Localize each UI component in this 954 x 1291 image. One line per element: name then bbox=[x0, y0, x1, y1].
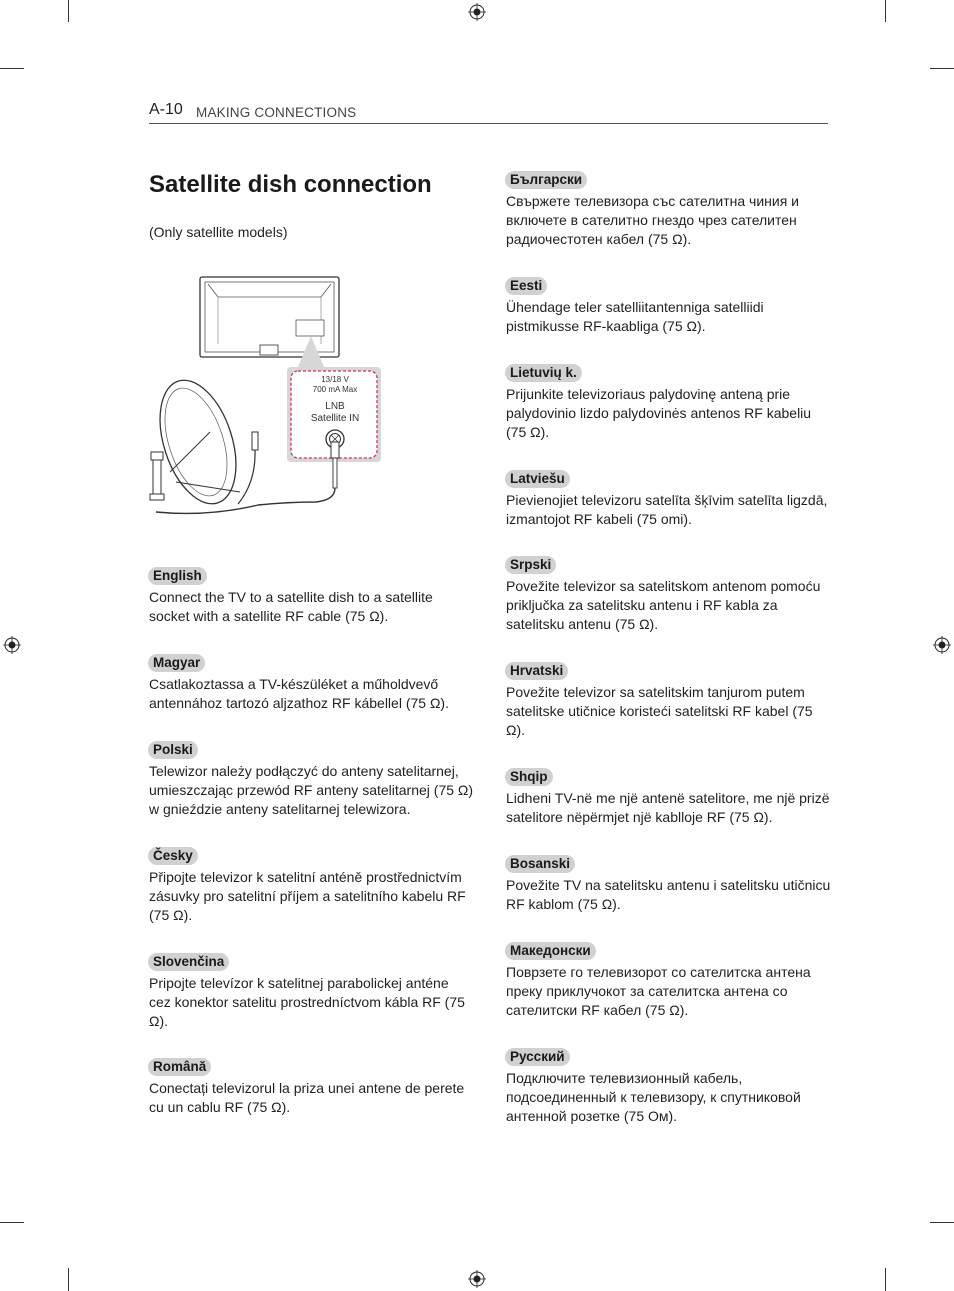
lang-text: Povežite televizor sa satelitskom antenom pomoću priključka za satelitsku antenu i RF kabla za satelitsku antenu (75 Ω). bbox=[506, 578, 821, 632]
tv-back-illustration bbox=[200, 277, 339, 357]
lang-text: Поврзете го телевизорот со сателитска антена преку приклучокот за сателитска антена со сателитски RF кабел (75 Ω). bbox=[506, 964, 811, 1018]
port-satellite-in-label: Satellite IN bbox=[310, 413, 360, 424]
lang-text: Csatlakoztassa a TV-készüléket a műholdvevő antennához tartozó aljzathoz RF kábellel (75 Ω). bbox=[149, 676, 449, 711]
registration-mark-icon bbox=[3, 636, 21, 654]
lang-block-bosanski bbox=[506, 855, 831, 914]
port-voltage-label: 13/18 V bbox=[321, 375, 349, 384]
port-lnb-label: LNB bbox=[325, 401, 345, 412]
crop-mark bbox=[68, 1268, 69, 1291]
lang-label: Latviešu bbox=[505, 470, 570, 488]
lang-text: Prijunkite televizoriaus palydovinę anteną prie palydovinio lizdo palydovinės antenos RF kabeliu (75 Ω). bbox=[506, 386, 812, 440]
lang-text: Connect the TV to a satellite dish to a satellite socket with a satellite RF cable (75 Ω). bbox=[149, 589, 433, 624]
lang-label: Česky bbox=[148, 847, 198, 865]
lang-text: Свържете телевизора със сателитна чиния и включете в сателитно гнездо чрез сателитен радиочестотен кабел (75 Ω). bbox=[506, 193, 799, 247]
lang-text: Povežite televizor sa satelitskim tanjurom putem satelitske utičnice koristeći satelitski RF kabel (75 Ω). bbox=[506, 684, 813, 738]
registration-mark-icon bbox=[468, 3, 486, 21]
lang-block-cesky bbox=[149, 847, 474, 925]
lang-label: Slovenčina bbox=[148, 953, 229, 971]
lang-block-bulgarian bbox=[506, 171, 831, 249]
lang-label: English bbox=[148, 567, 207, 585]
page-title: Satellite dish connection bbox=[149, 171, 432, 198]
lang-text: Pievienojiet televizoru satelīta šķīvim satelīta ligzdā, izmantojot RF kabeli (75 omi). bbox=[506, 492, 828, 527]
lang-block-srpski bbox=[506, 556, 831, 634]
lang-text: Připojte televizor k satelitní anténě prostřednictvím zásuvky pro satelitní příjem a satelitního kabelu RF (75 Ω). bbox=[149, 869, 466, 923]
registration-mark-icon bbox=[933, 636, 951, 654]
lang-label: Русский bbox=[505, 1048, 570, 1066]
page-number: A-10 bbox=[149, 101, 183, 118]
lang-block-shqip bbox=[506, 768, 831, 827]
lang-label: Eesti bbox=[505, 277, 547, 295]
lang-text: Подключите телевизионный кабель, подсоединенный к телевизору, к спутниковой антенной розетке (75 Ом). bbox=[506, 1070, 801, 1124]
lang-block-slovencina bbox=[149, 953, 474, 1031]
lang-label: Hrvatski bbox=[505, 662, 568, 680]
lang-block-makedonski bbox=[506, 942, 831, 1020]
crop-mark bbox=[885, 1268, 886, 1291]
satellite-dish-illustration bbox=[148, 371, 258, 514]
port-current-label: 700 mA Max bbox=[312, 385, 358, 394]
page-subtitle: (Only satellite models) bbox=[149, 224, 288, 240]
lang-label: Română bbox=[148, 1058, 211, 1076]
page-header bbox=[149, 99, 828, 124]
lang-label: Македонски bbox=[505, 942, 596, 960]
lang-block-lietuviu bbox=[506, 364, 831, 442]
lang-label: Български bbox=[505, 171, 587, 189]
lang-label: Bosanski bbox=[505, 855, 575, 873]
lang-text: Pripojte televízor k satelitnej parabolickej anténe cez konektor satelitu prostredníctvom kábla RF (75 Ω). bbox=[149, 975, 465, 1029]
crop-mark bbox=[885, 0, 886, 22]
crop-mark bbox=[0, 68, 24, 69]
lang-block-latviesu bbox=[506, 470, 831, 529]
lang-text: Telewizor należy podłączyć do anteny satelitarnej, umieszczając przewód RF anteny satelitarnej (75 Ω) w gnieździe anteny satelitarnej telewizora. bbox=[149, 763, 474, 817]
lang-block-polski bbox=[149, 741, 474, 819]
lang-block-eesti bbox=[506, 277, 831, 336]
lang-label: Shqip bbox=[505, 768, 553, 786]
lang-text: Conectați televizorul la priza unei antene de perete cu un cablu RF (75 Ω). bbox=[149, 1080, 465, 1115]
crop-mark bbox=[0, 1222, 24, 1223]
lang-block-english bbox=[149, 567, 474, 626]
section-name: MAKING CONNECTIONS bbox=[196, 105, 357, 120]
lang-label: Srpski bbox=[505, 556, 556, 574]
crop-mark bbox=[68, 0, 69, 22]
lang-block-romana bbox=[149, 1058, 474, 1117]
lang-block-russkiy bbox=[506, 1048, 831, 1126]
registration-mark-icon bbox=[468, 1270, 486, 1288]
lang-text: Ühendage teler satelliitantenniga satelliidi pistmikusse RF-kaabliga (75 Ω). bbox=[506, 299, 764, 334]
lang-label: Lietuvių k. bbox=[505, 364, 582, 382]
lang-block-hrvatski bbox=[506, 662, 831, 740]
lang-label: Magyar bbox=[148, 654, 205, 672]
lang-text: Povežite TV na satelitsku antenu i satelitsku utičnicu RF kablom (75 Ω). bbox=[506, 877, 831, 912]
lang-label: Polski bbox=[148, 741, 198, 759]
crop-mark bbox=[930, 68, 954, 69]
lang-block-magyar bbox=[149, 654, 474, 713]
lang-text: Lidheni TV-në me një antenë satelitore, me një prizë satelitore nëpërmjet një kablloje RF (75 Ω). bbox=[506, 790, 830, 825]
satellite-connection-diagram bbox=[148, 272, 383, 522]
crop-mark bbox=[930, 1222, 954, 1223]
